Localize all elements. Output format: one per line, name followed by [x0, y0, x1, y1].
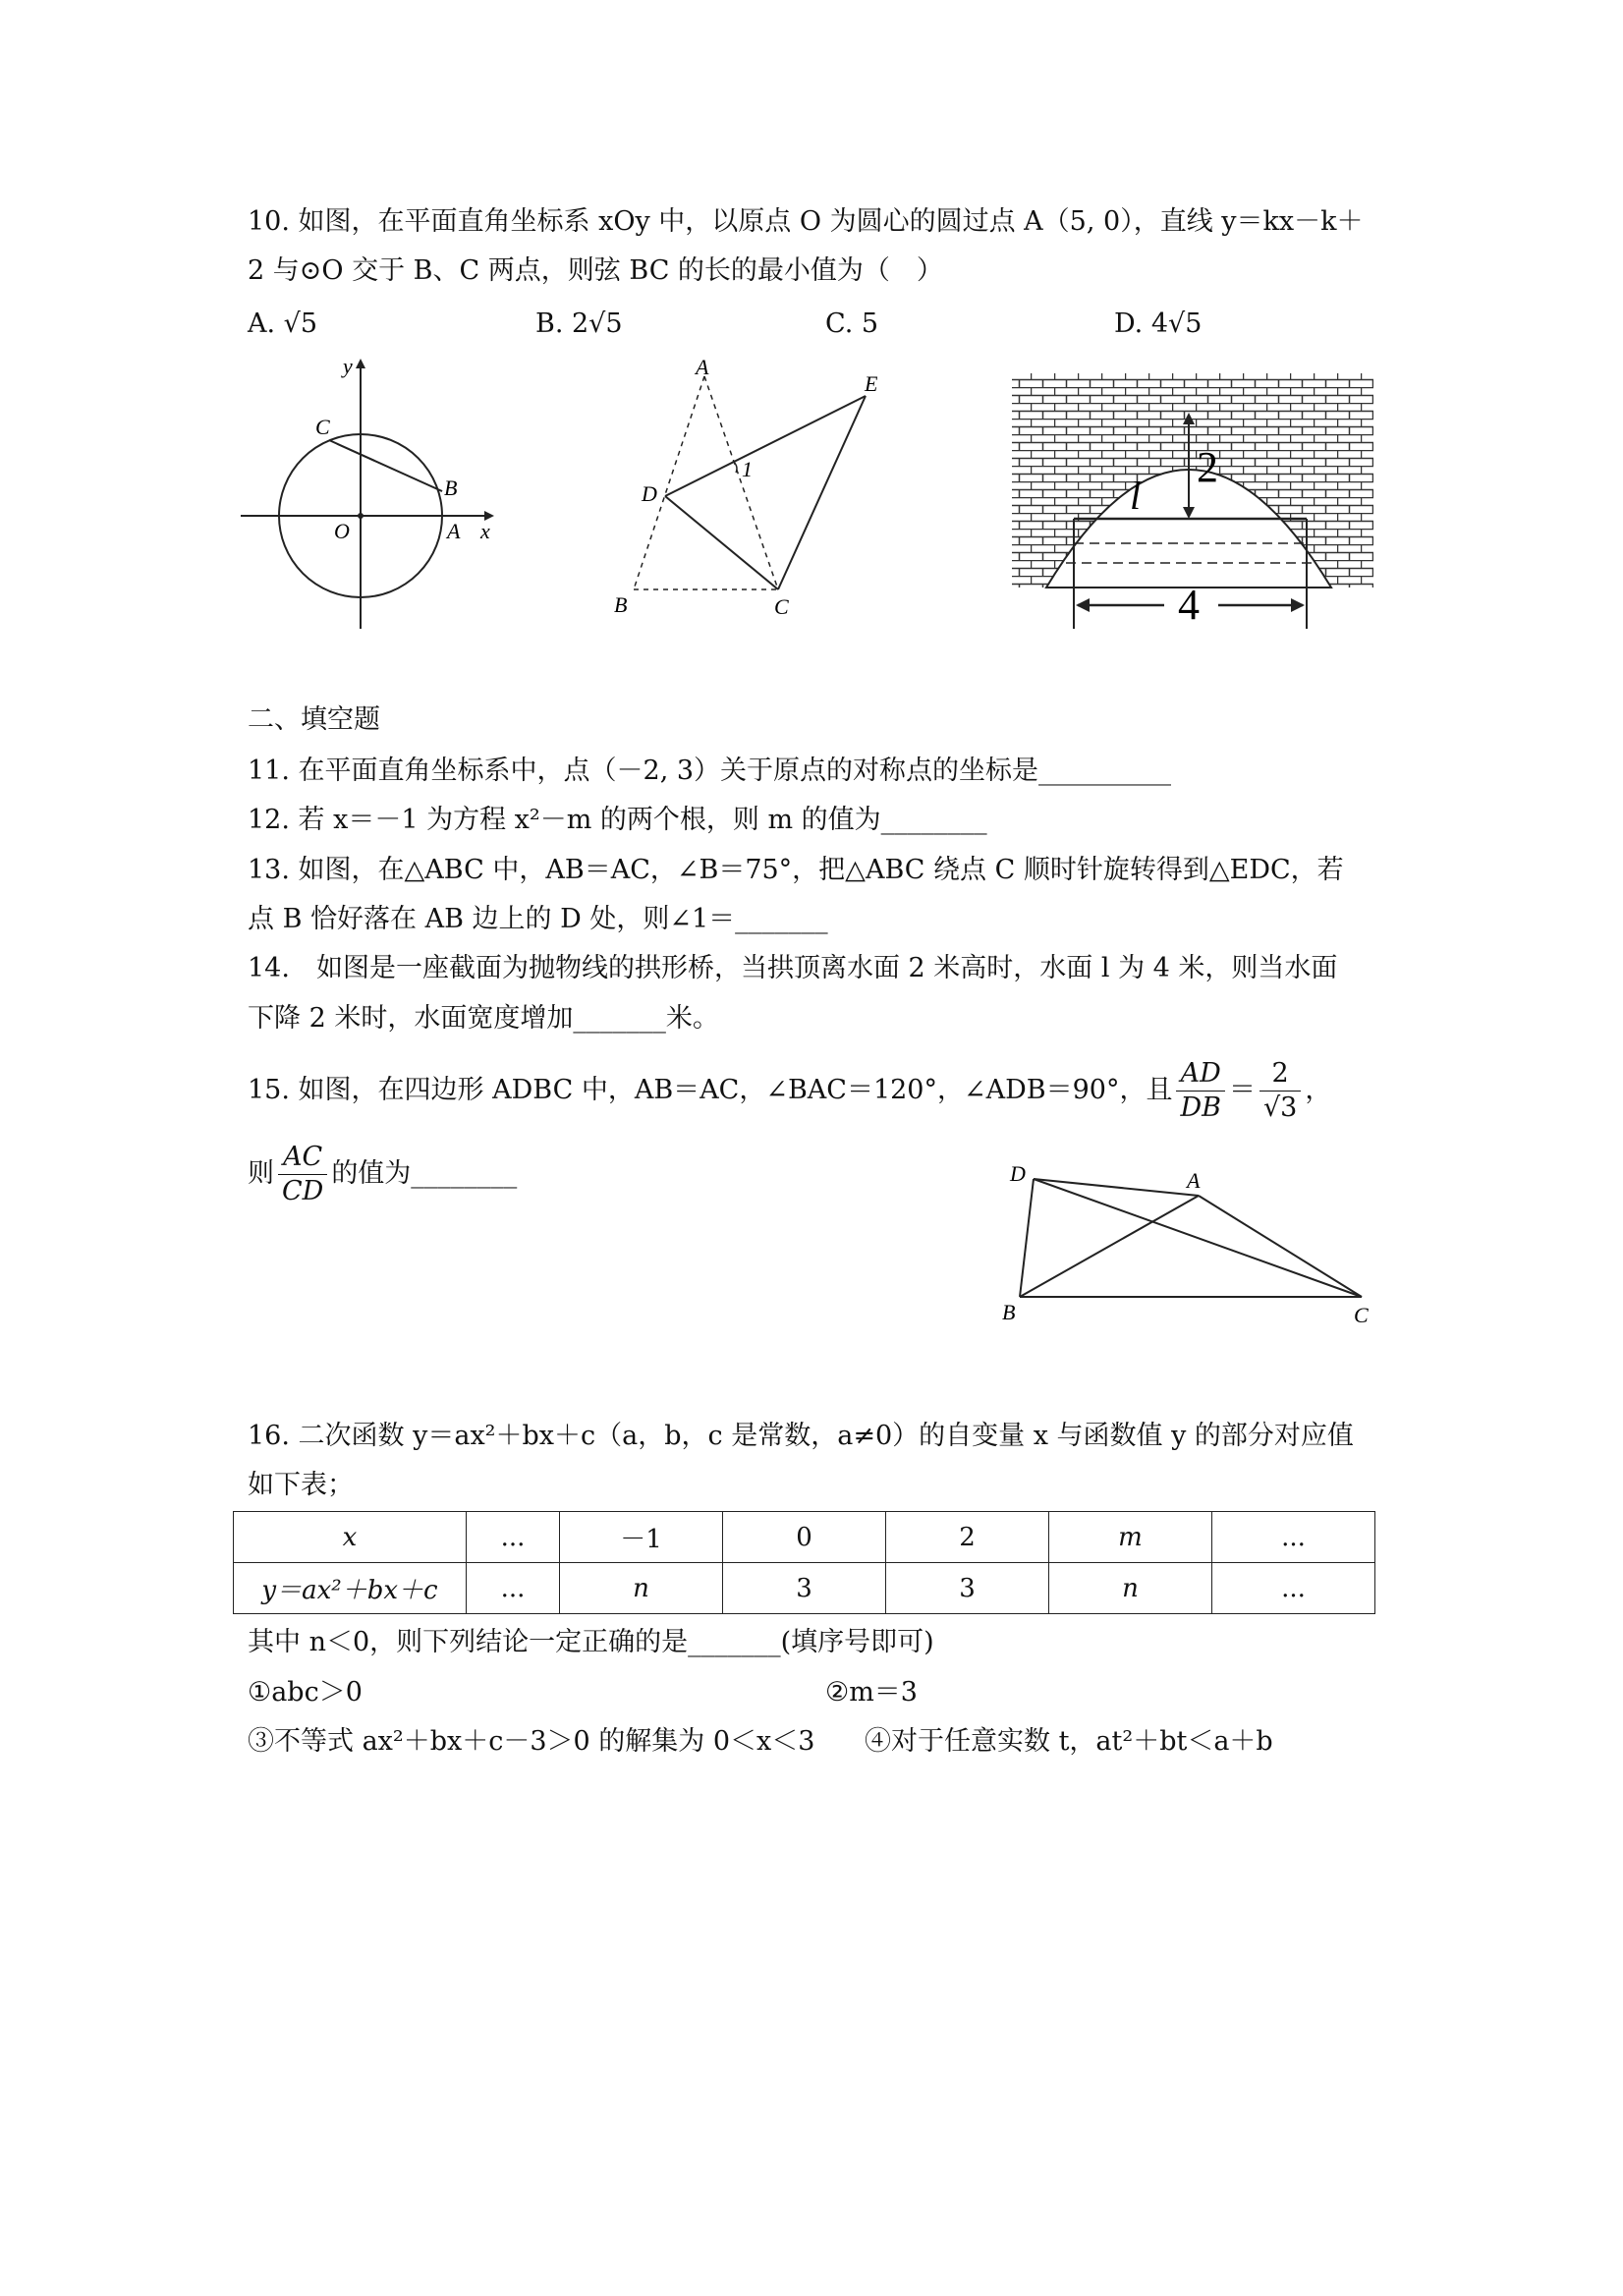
- q15-equals: ＝: [1228, 1075, 1256, 1105]
- table-cell: 0: [723, 1512, 886, 1563]
- fig3-label-width-4: 4: [1178, 581, 1200, 629]
- frac1-numerator: AD: [1176, 1057, 1225, 1092]
- fig3-label-l: l: [1130, 474, 1142, 518]
- table-cell: －1: [560, 1512, 723, 1563]
- q10-line2: 2 与⊙O 交于 B、C 两点，则弦 BC 的长的最小值为（ ）: [248, 255, 943, 286]
- table-cell: ...: [467, 1563, 560, 1614]
- fig2-label-b: B: [614, 592, 628, 617]
- table-cell: x: [234, 1512, 467, 1563]
- fig4-label-d: D: [1010, 1161, 1026, 1186]
- section-title: 二、填空题: [248, 704, 380, 735]
- table-cell: 3: [723, 1563, 886, 1614]
- fig1-label-c: C: [315, 415, 330, 439]
- q15-text: 15. 如图，在四边形 ADBC 中，AB＝AC，∠BAC＝120°，∠ADB＝90°，且: [248, 1075, 1173, 1105]
- q16-option-4: ④对于任意实数 t，at²＋bt＜a＋b: [865, 1726, 1273, 1757]
- q13-line2: 点 B 恰好落在 AB 边上的 D 处，则∠1＝_______: [248, 904, 828, 934]
- table-cell: ...: [1212, 1512, 1375, 1563]
- q15-fraction-ac-cd: [278, 1141, 327, 1208]
- table-row: [234, 1512, 1375, 1563]
- frac2-numerator: 2: [1259, 1057, 1301, 1092]
- q10-line1: 10. 如图，在平面直角坐标系 xOy 中，以原点 O 为圆心的圆过点 A（5, 0），直线 y＝kx－k＋: [248, 206, 1364, 237]
- q15-tail: ，: [1305, 1075, 1332, 1105]
- table-row: [234, 1563, 1375, 1614]
- fig4-label-c: C: [1354, 1303, 1369, 1326]
- fig2-label-d: D: [642, 481, 657, 506]
- q10-option-c: C. 5: [825, 308, 879, 339]
- q15-fraction-2-root3: [1259, 1057, 1301, 1125]
- frac3-denominator: CD: [282, 1176, 324, 1206]
- triangle-rotation-figure: [604, 359, 899, 624]
- q16-option-3: ③不等式 ax²＋bx＋c－3＞0 的解集为 0＜x＜3: [248, 1726, 815, 1757]
- fig4-label-a: A: [1187, 1168, 1201, 1193]
- q15-fraction-ad-db: [1176, 1057, 1225, 1125]
- q15-line1: [248, 1051, 1331, 1130]
- fig1-label-y: y: [343, 354, 353, 378]
- fig4-label-b: B: [1002, 1300, 1016, 1324]
- q13-line1: 13. 如图，在△ABC 中，AB＝AC，∠B＝75°，把△ABC 绕点 C 顺时针旋转得到△EDC，若: [248, 855, 1344, 885]
- q14-line2: 下降 2 米时，水面宽度增加_______米。: [248, 1003, 719, 1034]
- fig1-label-a: A: [447, 519, 461, 543]
- q16-line1: 16. 二次函数 y＝ax²＋bx＋c（a，b，c 是常数，a≠0）的自变量 x 与函数值 y 的部分对应值: [248, 1421, 1354, 1451]
- arch-bridge-figure: [1007, 371, 1380, 629]
- fig1-label-b: B: [444, 476, 458, 500]
- q16-line3: 其中 n＜0，则下列结论一定正确的是_______(填序号即可): [248, 1627, 934, 1657]
- fig2-label-angle-1: 1: [742, 457, 753, 481]
- table-cell: y＝ax²＋bx＋c: [234, 1563, 467, 1614]
- fig2-label-e: E: [865, 371, 878, 396]
- q14-line1: 14. 如图是一座截面为抛物线的拱形桥，当拱顶离水面 2 米高时，水面 l 为 4 米，则当水面: [248, 953, 1338, 983]
- quadrilateral-figure: [992, 1159, 1385, 1326]
- table-cell: m: [1049, 1512, 1212, 1563]
- q16-option-2: ②m＝3: [825, 1677, 918, 1708]
- circle-figure: [241, 354, 511, 634]
- q16-line2: 如下表；: [248, 1470, 354, 1500]
- fig3-label-height-2: 2: [1197, 443, 1218, 491]
- fig1-label-o: O: [334, 519, 350, 543]
- q10-option-b: B. 2√5: [535, 308, 623, 339]
- q10-option-d: D. 4√5: [1114, 308, 1203, 339]
- q10-option-a: A. √5: [248, 308, 318, 339]
- q12-text: 12. 若 x＝－1 为方程 x²－m 的两个根，则 m 的值为________: [248, 805, 987, 835]
- q11-text: 11. 在平面直角坐标系中，点（－2, 3）关于原点的对称点的坐标是__________: [248, 756, 1172, 786]
- frac2-denominator: √3: [1262, 1092, 1298, 1123]
- fig2-label-c: C: [774, 594, 789, 619]
- frac1-denominator: DB: [1180, 1092, 1221, 1123]
- table-cell: n: [560, 1563, 723, 1614]
- table-cell: ...: [1212, 1563, 1375, 1614]
- frac3-numerator: AC: [278, 1141, 327, 1175]
- q15-line2: [248, 1135, 517, 1213]
- fig1-label-x: x: [480, 519, 490, 543]
- table-cell: 3: [886, 1563, 1049, 1614]
- table-cell: ...: [467, 1512, 560, 1563]
- q16-option-1: ①abc＞0: [248, 1677, 363, 1708]
- q15-line2-suffix: 的值为________: [331, 1158, 518, 1189]
- value-table: [233, 1511, 1375, 1614]
- q15-line2-prefix: 则: [248, 1158, 274, 1189]
- table-cell: n: [1049, 1563, 1212, 1614]
- table-cell: 2: [886, 1512, 1049, 1563]
- fig2-label-a: A: [696, 359, 709, 379]
